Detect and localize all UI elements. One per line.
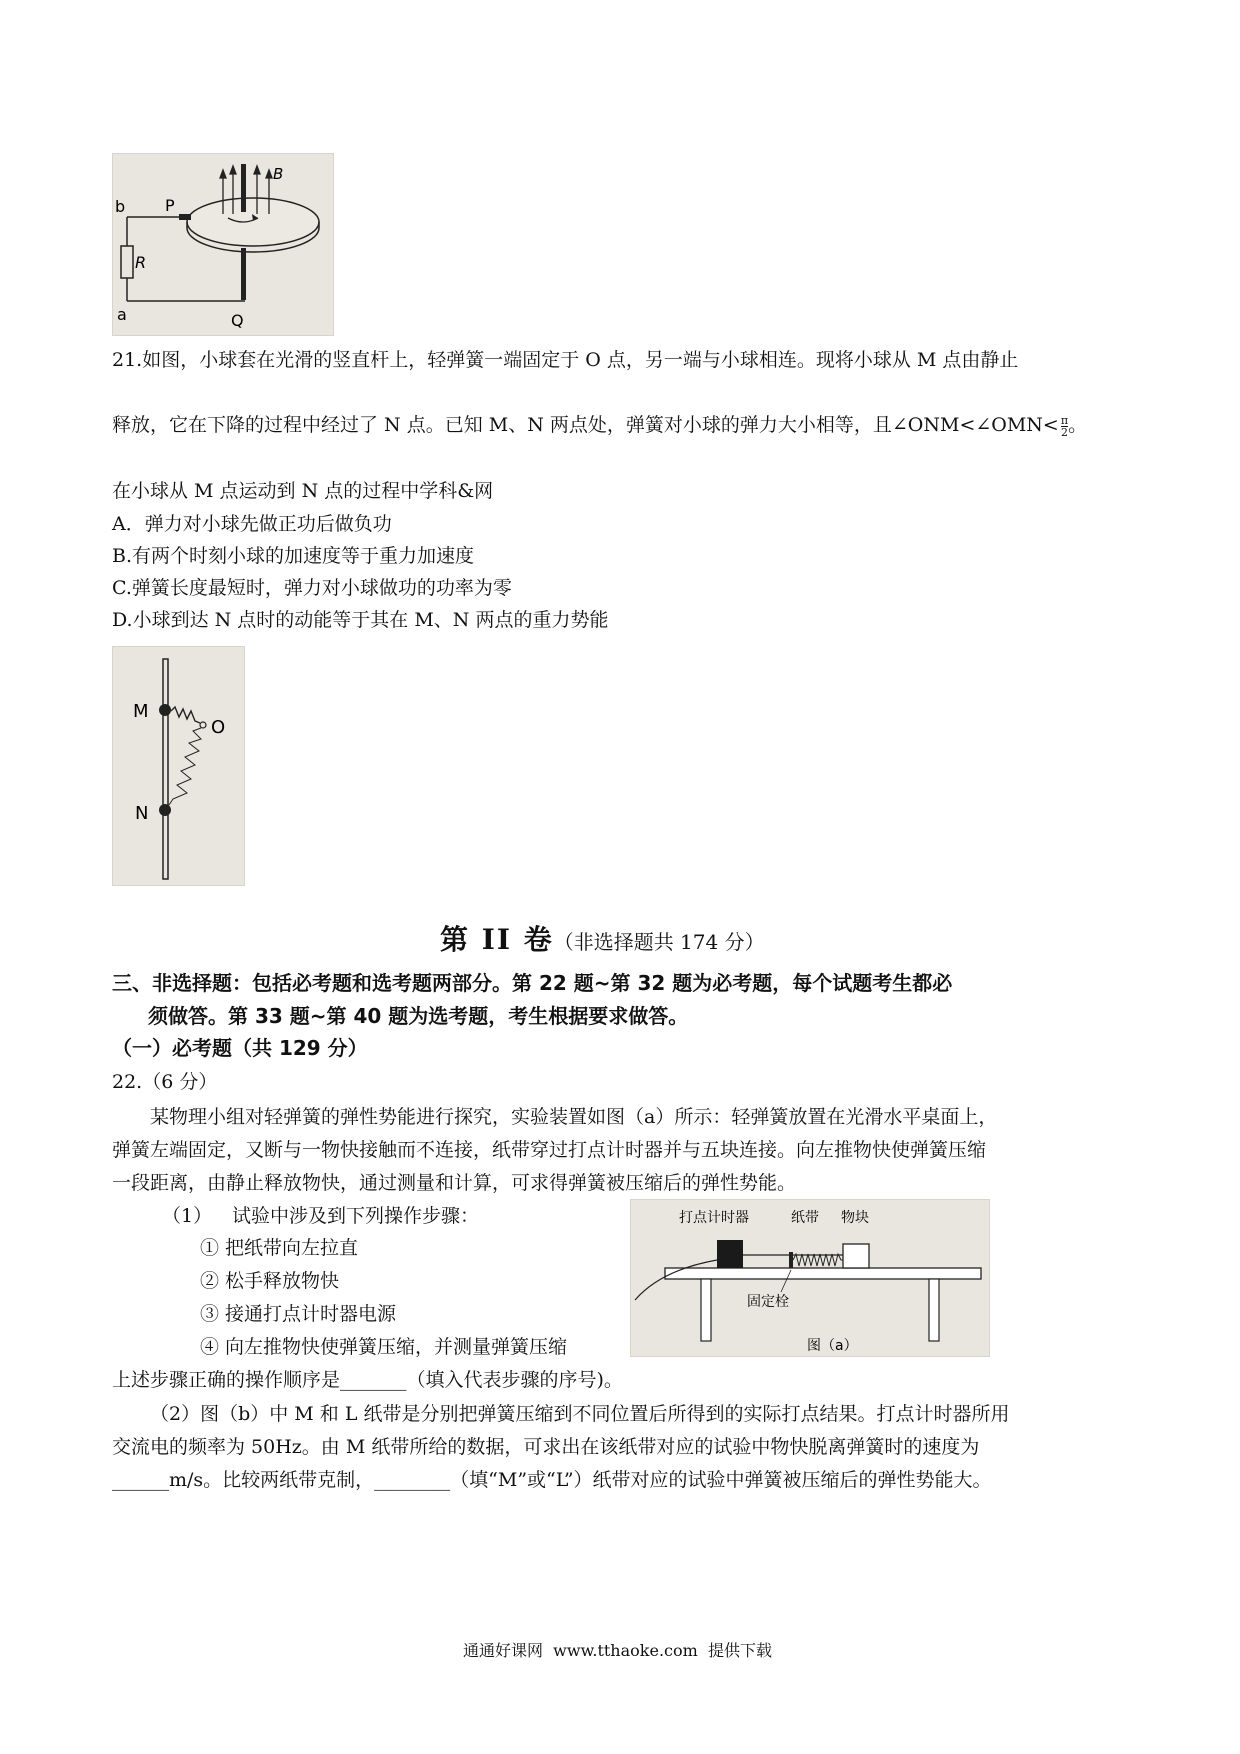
q22-step-3: ③ 接通打点计时器电源 bbox=[200, 1303, 397, 1325]
figure-a bbox=[630, 1199, 990, 1357]
frac-denominator: 2 bbox=[1060, 425, 1068, 439]
q21-stem-line3: 在小球从 M 点运动到 N 点的过程中学科&网 bbox=[112, 480, 494, 502]
page-footer: 通通好课网 www.tthaoke.com 提供下载 bbox=[463, 1641, 772, 1660]
disk-circuit-diagram bbox=[113, 154, 333, 335]
q22-part2-line2: 交流电的频率为 50Hz。由 M 纸带所给的数据，可求出在该纸带对应的试验中物快脱离弹簧时的速度为 bbox=[112, 1436, 980, 1458]
q22-part2-line3: ______m/s。比较两纸带克制，________（填“M”或“L”）纸带对应的试验中弹簧被压缩后的弹性势能大。 bbox=[112, 1469, 992, 1491]
rod-spring-diagram bbox=[113, 647, 244, 885]
q22-step-1: ① 把纸带向左拉直 bbox=[200, 1237, 359, 1259]
q22-part2-line1: （2）图（b）中 M 和 L 纸带是分别把弹簧压缩到不同位置后所得到的实际打点结果。打点计时器所用 bbox=[150, 1403, 1010, 1425]
section-title-main: 第 II 卷 bbox=[440, 923, 554, 956]
rod-spring-figure bbox=[112, 646, 245, 886]
label-O: O bbox=[211, 717, 226, 738]
figure-a-label-peg: 固定栓 bbox=[747, 1294, 789, 1310]
label-N: N bbox=[135, 803, 149, 824]
label-R: R bbox=[135, 253, 147, 272]
q21-option-c: C.弹簧长度最短时，弹力对小球做功的功率为零 bbox=[112, 577, 512, 599]
figure-a-label-block: 物块 bbox=[841, 1210, 869, 1226]
q21-stem-line2-text: 释放，它在下降的过程中经过了 N 点。已知 M、N 两点处，弹簧对小球的弹力大小相等，且∠ONM<∠OMN< bbox=[112, 414, 1059, 436]
q22-step-4: ④ 向左推物快使弹簧压缩，并测量弹簧压缩 bbox=[200, 1336, 568, 1358]
q21-stem-line2-end: 。 bbox=[1068, 414, 1088, 436]
q22-header: 22.（6 分） bbox=[112, 1071, 218, 1093]
q21-stem-line2 bbox=[112, 412, 1087, 438]
section-subtitle: （非选择题共 174 分） bbox=[553, 930, 765, 954]
q21-option-a: A．弹力对小球先做正功后做负功 bbox=[112, 513, 392, 535]
figure-a-label-timer: 打点计时器 bbox=[679, 1210, 749, 1226]
q21-option-b: B.有两个时刻小球的加速度等于重力加速度 bbox=[112, 545, 475, 567]
frac-numerator: π bbox=[1060, 413, 1069, 427]
label-a: a bbox=[117, 305, 127, 324]
q22-intro-line2: 弹簧左端固定，又断与一物快接触而不连接，纸带穿过打点计时器并与五块连接。向左推物快使弹簧压缩 bbox=[112, 1139, 987, 1161]
q22-intro-line3: 一段距离，由静止释放物快，通过测量和计算，可求得弹簧被压缩后的弹性势能。 bbox=[112, 1172, 797, 1194]
figure-a-label-tape: 纸带 bbox=[791, 1210, 819, 1226]
section-title bbox=[440, 918, 765, 958]
disk-circuit-figure bbox=[112, 153, 334, 336]
label-Q: Q bbox=[231, 311, 244, 330]
part3-line1: 三、非选择题：包括必考题和选考题两部分。第 22 题~第 32 题为必考题，每个试题考生都必 bbox=[112, 971, 953, 995]
q22-order-line: 上述步骤正确的操作顺序是_______（填入代表步骤的序号)。 bbox=[112, 1369, 623, 1391]
figure-a-diagram bbox=[631, 1200, 989, 1356]
q22-step-2: ② 松手释放物快 bbox=[200, 1270, 340, 1292]
label-M: M bbox=[133, 701, 149, 722]
q22-part1-text: 试验中涉及到下列操作步骤： bbox=[232, 1205, 480, 1227]
label-P: P bbox=[165, 196, 175, 215]
q22-part1-label: （1） bbox=[162, 1205, 213, 1227]
q21-stem-line1: 21.如图，小球套在光滑的竖直杆上，轻弹簧一端固定于 O 点，另一端与小球相连。现将小球从 M 点由静止 bbox=[112, 349, 1019, 371]
q22-intro-line1: 某物理小组对轻弹簧的弹性势能进行探究，实验装置如图（a）所示：轻弹簧放置在光滑水平桌面上， bbox=[150, 1106, 998, 1128]
label-B: B bbox=[273, 165, 284, 183]
figure-a-caption: 图（a） bbox=[807, 1338, 858, 1354]
label-b: b bbox=[115, 197, 126, 216]
pi-over-2-fraction bbox=[1061, 415, 1068, 438]
part3-line2: 须做答。第 33 题~第 40 题为选考题，考生根据要求做答。 bbox=[148, 1004, 689, 1028]
required-questions-heading: （一）必考题（共 129 分） bbox=[112, 1036, 368, 1060]
q21-option-d: D.小球到达 N 点时的动能等于其在 M、N 两点的重力势能 bbox=[112, 609, 609, 631]
